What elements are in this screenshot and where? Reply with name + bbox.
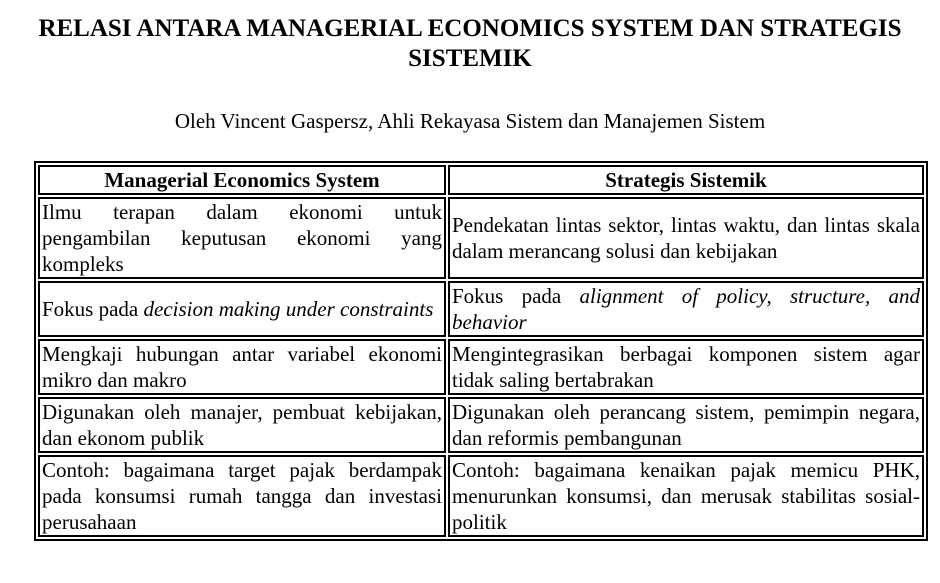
cell-text: Fokus pada <box>452 284 580 308</box>
table-row <box>38 197 924 279</box>
table-header-row <box>38 165 924 195</box>
cell-strategis: Mengintegrasikan berbagai komponen sistem agar tidak saling bertabrakan <box>448 339 924 395</box>
cell-strategis <box>448 281 924 337</box>
comparison-table <box>34 161 928 541</box>
cell-strategis: Contoh: bagaimana kenaikan pajak memicu PHK, menurunkan konsumsi, dan merusak stabilitas sosial-politik <box>448 455 924 537</box>
cell-strategis: Pendekatan lintas sektor, lintas waktu, dan lintas skala dalam merancang solusi dan kebijakan <box>448 197 924 279</box>
cell-italic-text: decision making under constraints <box>143 297 434 321</box>
cell-strategis: Digunakan oleh perancang sistem, pemimpin negara, dan reformis pembangunan <box>448 397 924 453</box>
cell-italic-text: alignment of policy, structure, and behavior <box>452 284 920 334</box>
cell-managerial: Ilmu terapan dalam ekonomi untuk pengambilan keputusan ekonomi yang kompleks <box>38 197 446 279</box>
document-title: RELASI ANTARA MANAGERIAL ECONOMICS SYSTEM DAN STRATEGIS SISTEMIK <box>38 15 902 72</box>
cell-managerial <box>38 281 446 337</box>
cell-managerial: Contoh: bagaimana target pajak berdampak pada konsumsi rumah tangga dan investasi perusahaan <box>38 455 446 537</box>
cell-text: Fokus pada <box>42 297 144 321</box>
column-header-strategis-sistemik: Strategis Sistemik <box>448 165 924 195</box>
cell-managerial: Digunakan oleh manajer, pembuat kebijakan, dan ekonom publik <box>38 397 446 453</box>
table-row <box>38 397 924 453</box>
table-row <box>38 281 924 337</box>
cell-managerial: Mengkaji hubungan antar variabel ekonomi mikro dan makro <box>38 339 446 395</box>
author-line: Oleh Vincent Gaspersz, Ahli Rekayasa Sistem dan Manajemen Sistem <box>174 109 766 133</box>
column-header-managerial-economics: Managerial Economics System <box>38 165 446 195</box>
table-row <box>38 339 924 395</box>
table-row <box>38 455 924 537</box>
